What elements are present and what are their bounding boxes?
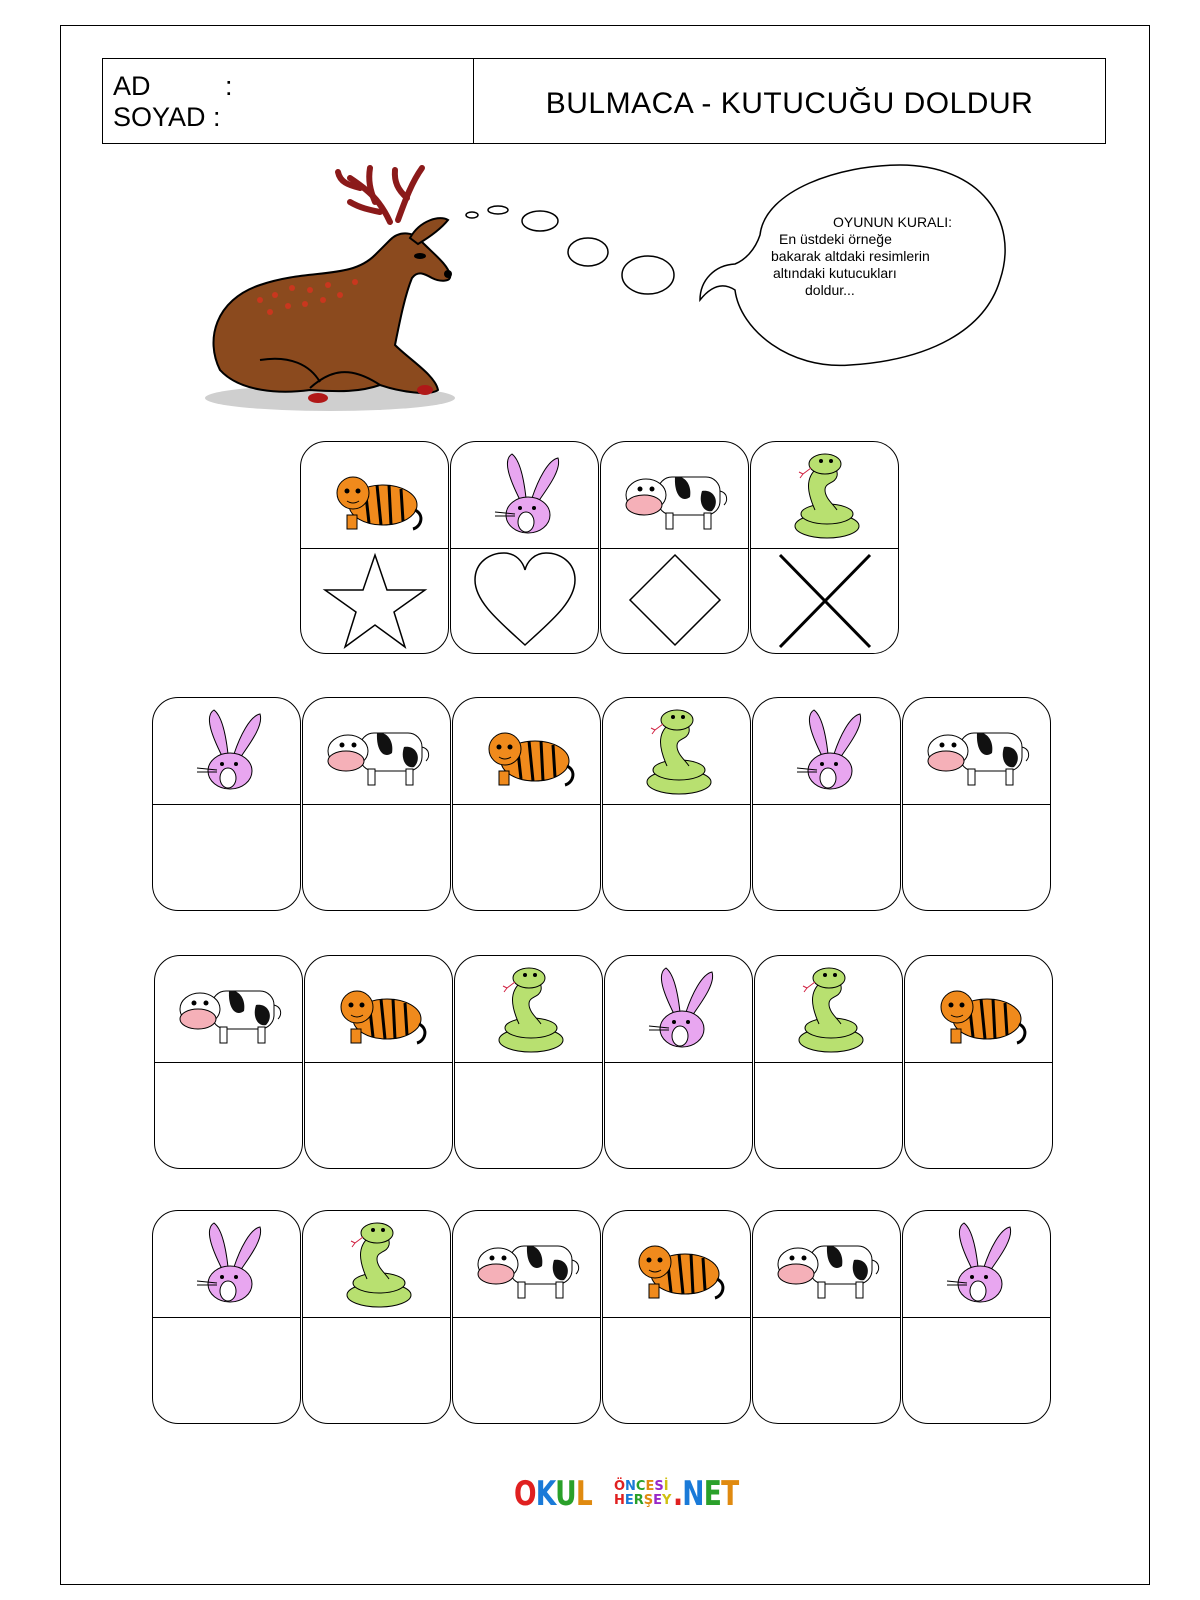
rabbit-icon — [451, 442, 598, 549]
tiger-icon — [905, 956, 1052, 1063]
puzzle-card — [752, 697, 901, 911]
answer-box[interactable] — [153, 802, 300, 910]
puzzle-card — [902, 697, 1051, 911]
tiger-icon — [301, 442, 448, 549]
cow-icon — [453, 1211, 600, 1318]
answer-box[interactable] — [153, 1315, 300, 1423]
snake-icon — [755, 956, 902, 1063]
answer-box[interactable] — [905, 1060, 1052, 1168]
rule-line: altındaki kutucukları — [773, 265, 897, 281]
soyad-label: SOYAD : — [113, 102, 221, 132]
name-fields — [103, 59, 474, 143]
cow-icon — [155, 956, 302, 1063]
tiger-icon — [305, 956, 452, 1063]
rabbit-icon — [153, 1211, 300, 1318]
puzzle-card — [154, 955, 303, 1169]
okuloncesi-logo — [514, 1467, 757, 1514]
snake-icon — [751, 442, 898, 549]
answer-box[interactable] — [155, 1060, 302, 1168]
puzzle-card — [152, 697, 301, 911]
answer-box[interactable] — [453, 802, 600, 910]
logo-okul: OKUL — [514, 1474, 592, 1514]
puzzle-card — [750, 441, 899, 654]
rule-line: doldur... — [805, 282, 855, 298]
cow-icon — [753, 1211, 900, 1318]
key-grid — [300, 441, 900, 654]
logo-stack — [614, 1480, 671, 1508]
worksheet-title: BULMACA - KUTUCUĞU DOLDUR — [545, 87, 1034, 120]
puzzle-card — [450, 441, 599, 654]
puzzle-card — [452, 1210, 601, 1424]
answer-box[interactable] — [305, 1060, 452, 1168]
rabbit-icon — [605, 956, 752, 1063]
puzzle-card — [300, 441, 449, 654]
puzzle-card — [904, 955, 1053, 1169]
puzzle-card — [752, 1210, 901, 1424]
answer-box[interactable] — [603, 802, 750, 910]
tiger-icon — [603, 1211, 750, 1318]
puzzle-card — [602, 1210, 751, 1424]
answer-box[interactable] — [605, 1060, 752, 1168]
puzzle-card — [452, 697, 601, 911]
puzzle-card — [302, 1210, 451, 1424]
rabbit-icon — [153, 698, 300, 805]
answer-box[interactable] — [753, 1315, 900, 1423]
rule-title: OYUNUN KURALI: — [833, 214, 953, 230]
rule-line: En üstdeki örneğe — [779, 231, 892, 247]
answer-box[interactable] — [303, 802, 450, 910]
logo-net: .NET — [673, 1474, 739, 1514]
puzzle-row-2 — [154, 955, 1054, 1169]
answer-box[interactable] — [755, 1060, 902, 1168]
answer-box[interactable] — [453, 1315, 600, 1423]
star-icon — [301, 546, 448, 653]
header-table — [102, 58, 1106, 144]
cross-icon — [751, 546, 898, 653]
ad-colon: : — [225, 71, 233, 101]
puzzle-row-3 — [152, 1210, 1052, 1424]
answer-box[interactable] — [303, 1315, 450, 1423]
rule-text — [771, 214, 1005, 299]
puzzle-card — [304, 955, 453, 1169]
heart-icon — [451, 546, 598, 653]
answer-box[interactable] — [603, 1315, 750, 1423]
cow-icon — [303, 698, 450, 805]
puzzle-row-1 — [152, 697, 1052, 911]
puzzle-card — [152, 1210, 301, 1424]
ad-label: AD — [113, 71, 151, 101]
snake-icon — [603, 698, 750, 805]
cow-icon — [601, 442, 748, 549]
answer-box[interactable] — [903, 802, 1050, 910]
rabbit-icon — [753, 698, 900, 805]
puzzle-card — [600, 441, 749, 654]
answer-box[interactable] — [903, 1315, 1050, 1423]
rabbit-icon — [903, 1211, 1050, 1318]
diamond-icon — [601, 546, 748, 653]
logo-oncesi: ÖNCESİ — [613, 1479, 669, 1494]
puzzle-card — [302, 697, 451, 911]
answer-box[interactable] — [753, 802, 900, 910]
puzzle-card — [604, 955, 753, 1169]
puzzle-card — [602, 697, 751, 911]
logo-hersey: HERŞEY — [613, 1493, 672, 1508]
rule-line: bakarak altdaki resimlerin — [771, 248, 930, 264]
puzzle-card — [902, 1210, 1051, 1424]
puzzle-card — [754, 955, 903, 1169]
cow-icon — [903, 698, 1050, 805]
snake-icon — [303, 1211, 450, 1318]
tiger-icon — [453, 698, 600, 805]
puzzle-card — [454, 955, 603, 1169]
snake-icon — [455, 956, 602, 1063]
deer-illustration — [200, 160, 470, 420]
answer-box[interactable] — [455, 1060, 602, 1168]
